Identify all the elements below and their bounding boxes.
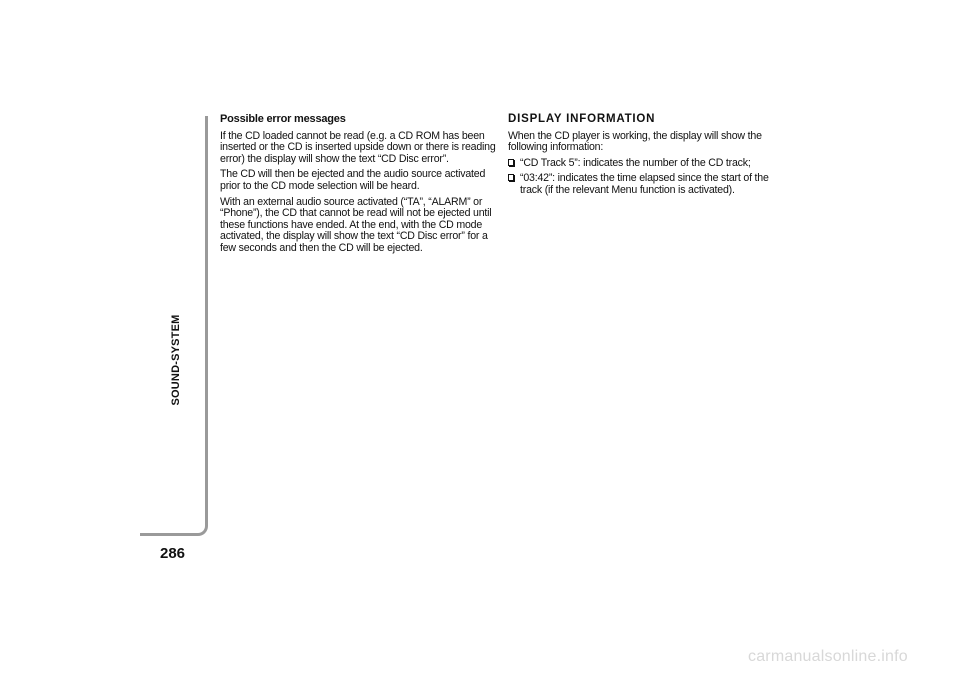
list-item bbox=[508, 173, 792, 196]
watermark: carmanualsonline.info bbox=[748, 648, 908, 665]
checkbox-bullet-icon bbox=[508, 174, 514, 181]
list-item bbox=[508, 158, 792, 170]
heading-display-information: DISPLAY INFORMATION bbox=[508, 113, 656, 125]
list-item-text: “03:42”: indicates the time elapsed since the start of the track (if the relevant Menu function is activated). bbox=[520, 172, 769, 196]
bullet-list bbox=[508, 158, 792, 197]
paragraph: The CD will then be ejected and the audio source activated prior to the CD mode selection will be heard. bbox=[220, 168, 486, 192]
intro-paragraph: When the CD player is working, the display will show the following information: bbox=[508, 129, 762, 154]
paragraph: With an external audio source activated (“TA”, “ALARM” or “Phone”), the CD that cannot be read will not be ejected until these functions have ended. At the end, with the CD mode activated, the display will show the text “CD Disc error” for a few seconds and then the CD will be ejected. bbox=[220, 195, 492, 254]
subheading-error-messages: Possible error messages bbox=[220, 113, 346, 125]
paragraph: If the CD loaded cannot be read (e.g. a CD ROM has been inserted or the CD is inserted upside down or there is reading error) the display will show the text “CD Disc error”. bbox=[220, 129, 496, 165]
section-label: SOUND-SYSTEM bbox=[170, 314, 182, 406]
left-column bbox=[220, 114, 496, 259]
right-column bbox=[508, 114, 792, 201]
checkbox-bullet-icon bbox=[508, 159, 514, 166]
page-number: 286 bbox=[160, 545, 186, 562]
list-item-text: “CD Track 5”: indicates the number of the CD track; bbox=[520, 156, 751, 169]
